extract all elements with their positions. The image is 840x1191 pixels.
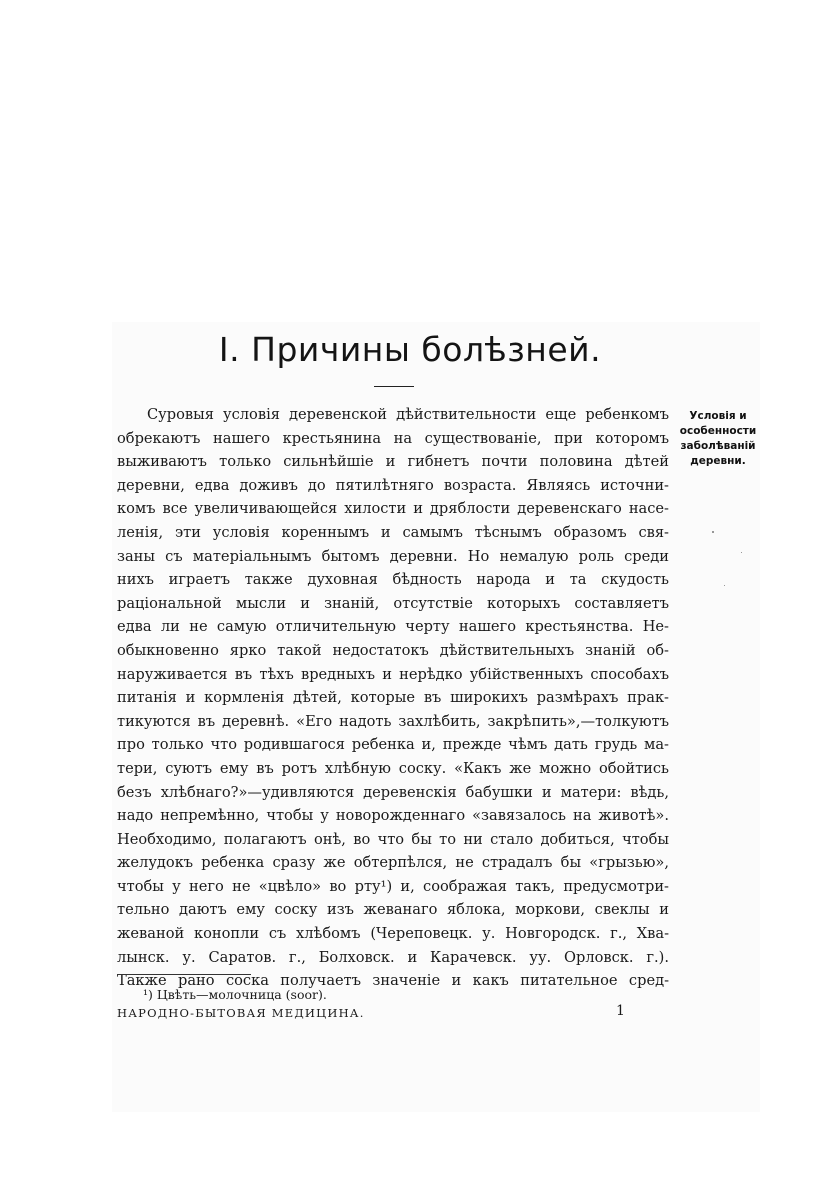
text-line: нихъ играетъ также духовная бѣдность народа и та скудость: [117, 571, 669, 589]
text-line: Необходимо, полагаютъ онѣ, во что бы то ни стало добиться, чтобы: [117, 830, 669, 848]
text-line: обыкновенно ярко такой недостатокъ дѣйствительныхъ знаній об-: [117, 641, 669, 659]
text-line: безъ хлѣбнаго?»—удивляются деревенскія бабушки и матери: вѣдь,: [117, 783, 669, 801]
footnote-rule: [117, 974, 251, 975]
margin-note-line: деревни.: [690, 455, 746, 467]
body-text: [117, 403, 669, 993]
text-line: обрекаютъ нашего крестьянина на существованіе, при которомъ: [117, 429, 669, 447]
scan-speck: [724, 585, 725, 586]
text-line: лынск. у. Саратов. г., Болховск. и Карачевск. уу. Орловск. г.).: [117, 948, 669, 966]
page-number: 1: [616, 1003, 625, 1019]
scan-speck: [712, 531, 714, 533]
text-line: едва ли не самую отличительную черту нашего крестьянства. Не-: [117, 618, 669, 636]
text-line: деревни, едва доживъ до пятилѣтняго возраста. Являясь источни-: [117, 476, 669, 494]
chapter-title: I. Причины болѣзней.: [218, 330, 602, 369]
text-line: выживаютъ только сильнѣйшіе и гибнетъ почти половина дѣтей: [117, 453, 669, 471]
text-line: жеваной конопли съ хлѣбомъ (Череповецк. у. Новгородск. г., Хва-: [117, 925, 669, 943]
text-line: желудокъ ребенка сразу же обтерпѣлся, не страдалъ бы «грызью»,: [117, 854, 669, 872]
text-line: комъ все увеличивающейся хилости и дряблости деревенскаго насе-: [117, 500, 669, 518]
footnote: ¹) Цвѣть—молочница (soor).: [143, 987, 327, 1002]
margin-note: [678, 409, 758, 469]
text-line: заны съ матеріальнымъ бытомъ деревни. Но немалую роль среди: [117, 547, 669, 565]
text-line: чтобы у него не «цвѣло» во рту¹) и, соображая такъ, предусмотри-: [117, 877, 669, 895]
text-line: ленія, эти условія кореннымъ и самымъ тѣснымъ образомъ свя-: [117, 523, 669, 541]
margin-note-line: особенности: [679, 425, 757, 437]
text-line: тельно даютъ ему соску изъ жеванаго яблока, моркови, свеклы и: [117, 901, 669, 919]
text-line: раціональной мысли и знаній, отсутствіе которыхъ составляетъ: [117, 594, 669, 612]
text-line: тери, суютъ ему въ ротъ хлѣбную соску. «Какъ же можно обойтись: [117, 759, 669, 777]
text-line: наруживается въ тѣхъ вредныхъ и нерѣдко убійственныхъ способахъ: [117, 665, 669, 683]
margin-note-line: Условія и: [689, 410, 747, 422]
text-line: Также рано соска получаетъ значеніе и какъ питательное сред-: [117, 972, 669, 990]
text-line: про только что родившагося ребенка и, прежде чѣмъ дать грудь ма-: [117, 736, 669, 754]
text-line: тикуются въ деревнѣ. «Его надоть захлѣбить, закрѣпить»,—толкуютъ: [117, 712, 669, 730]
text-line: Суровыя условія деревенской дѣйствительности еще ребенкомъ: [147, 406, 669, 423]
title-rule: [374, 386, 414, 387]
margin-note-line: заболѣваній: [680, 440, 756, 452]
text-line: питанія и кормленія дѣтей, которые въ широкихъ размѣрахъ прак-: [117, 689, 669, 707]
running-title: НАРОДНО-БЫТОВАЯ МЕДИЦИНА.: [117, 1006, 365, 1020]
scan-speck: [741, 552, 742, 553]
text-line: надо непремѣнно, чтобы у новорожденнаго «завязалось на животѣ».: [117, 807, 669, 825]
